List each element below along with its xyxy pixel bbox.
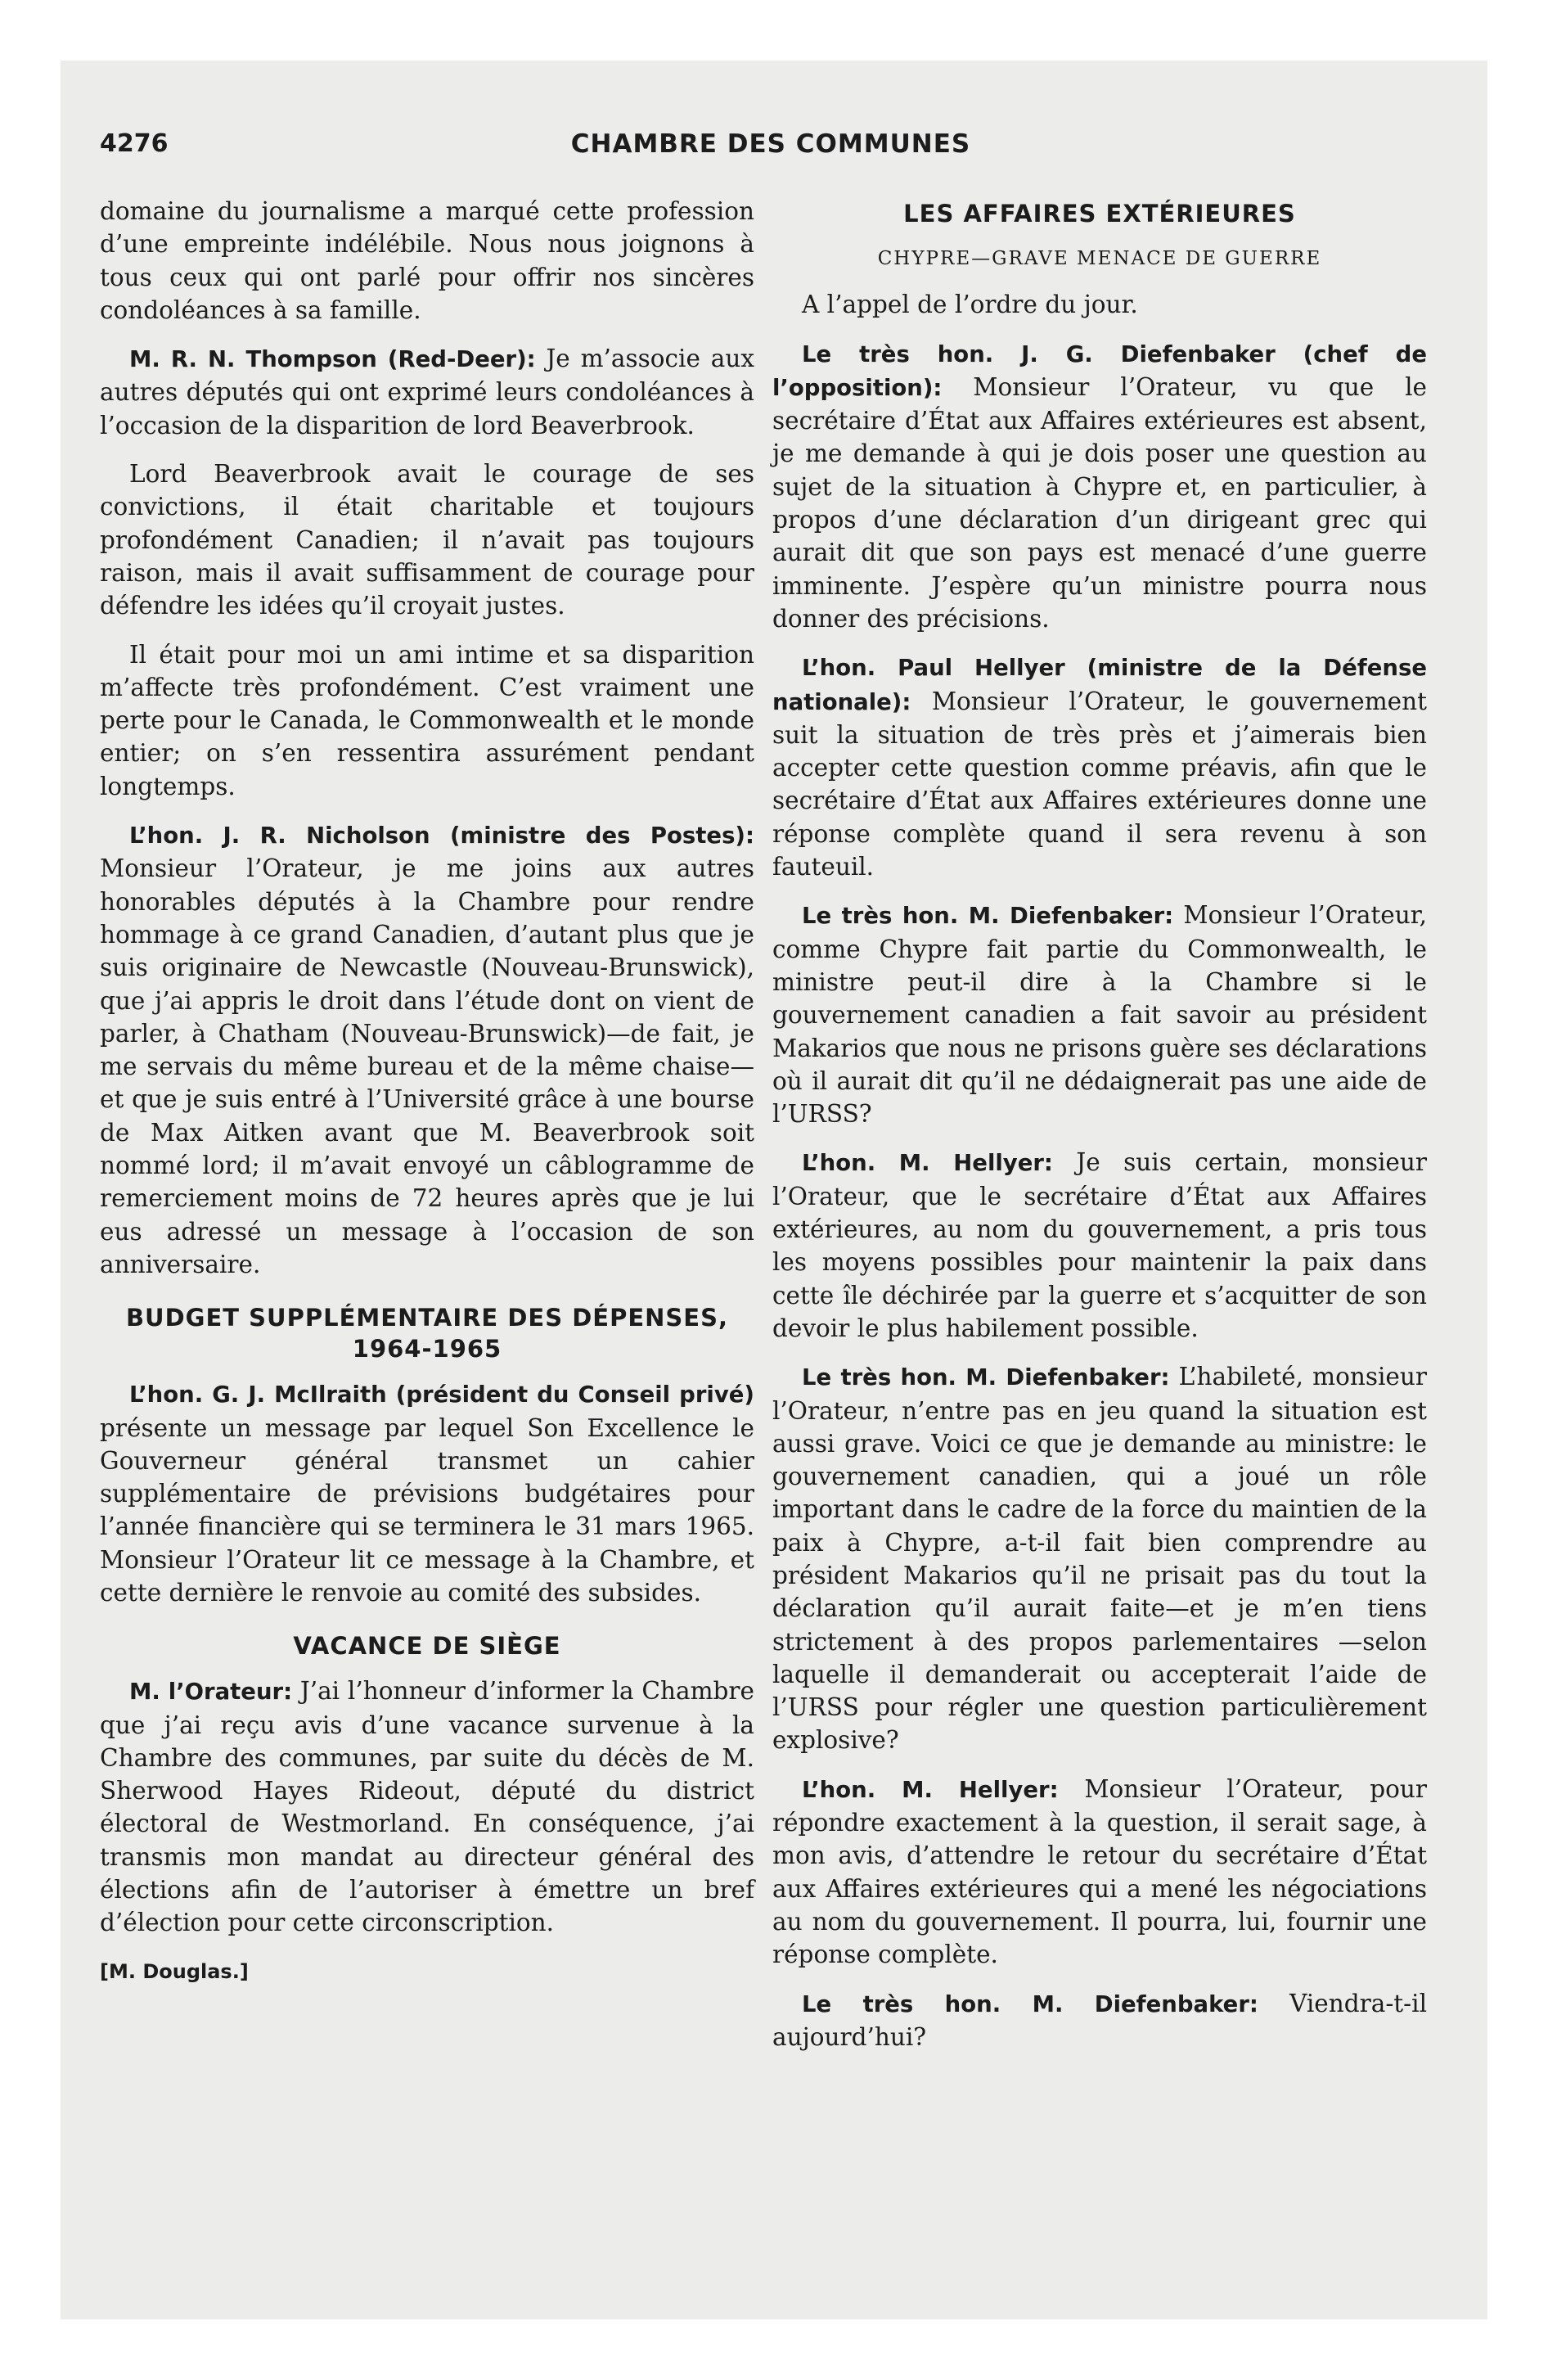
speech-hellyer: [772, 1146, 1427, 1345]
paragraph: Il était pour moi un ami intime et sa disparition m’affecte très profondément. C’est vraiment une perte pour le Canada, le Commonwealth et le monde entier; on s’en ressentira assurément pendant longtemps.: [100, 640, 754, 800]
paragraph: domaine du journalisme a marqué cette profession d’une empreinte indélébile. Nous nous joignons à tous ceux qui ont parlé pour offrir nos sincères condoléances à sa famille.: [100, 197, 754, 324]
speaker-name: Le très hon. J. G. Diefenbaker (chef de l’opposition):: [772, 340, 1427, 401]
speech-text: Je suis certain, monsieur l’Orateur, que le secrétaire d’État aux Affaires extérieures, au nom du gouvernement, a pris tous les moyens possibles pour maintenir la paix dans cette île déchirée par la guerre et s’acquitter de son devoir le plus habilement possible.: [772, 1148, 1427, 1342]
speech-hellyer: [772, 651, 1427, 883]
page-number: 4276: [100, 129, 169, 158]
speech-text: Viendra-t-il aujourd’hui?: [772, 1989, 1427, 2051]
speaker-name: L’hon. J. R. Nicholson (ministre des Postes):: [129, 823, 754, 850]
speaker-name: L’hon. M. Hellyer:: [802, 1150, 1053, 1177]
paragraph: A l’appel de l’ordre du jour.: [802, 291, 1138, 319]
speech-text: L’habileté, monsieur l’Orateur, n’entre pas en jeu quand la situation est aussi grave. Voici ce que je demande au ministre: le gouvernement canadien, qui a joué un rôle important dans le cadre de la force du maintien de la paix à Chypre, a-t-il fait bien comprendre au président Makarios qu’il ne prisait pas du tout la déclaration qu’il aurait faite—et je m’en tiens strictement à des propos parlementaires —selon laquelle il demanderait ou accepterait l’aide de l’URSS pour régler une question particulièrement explosive?: [772, 1363, 1427, 1755]
speech-thompson: [100, 342, 754, 442]
speech-text: Monsieur l’Orateur, vu que le secrétaire d’État aux Affaires extérieures est absent, je me demande à qui je dois poser une question au sujet de la situation à Chypre et, en particulier, à propos d’une déclaration d’un dirigeant grec qui aurait dit que son pays est menacé d’une guerre imminente. J’espère qu’un ministre pourra nous donner des précisions.: [772, 372, 1427, 633]
speech-diefenbaker: [772, 899, 1427, 1130]
speech-hellyer: [772, 1773, 1427, 1972]
speaker-name: Le très hon. M. Diefenbaker:: [802, 903, 1174, 930]
speaker-name: L’hon. Paul Hellyer (ministre de la Défense nationale):: [772, 655, 1427, 715]
paragraph: Lord Beaverbrook avait le courage de ses convictions, il était charitable et toujours profondément Canadien; il n’avait pas toujours raison, mais il avait suffisamment de courage pour défendre les idées qu’il croyait justes.: [100, 460, 754, 620]
speaker-footer-tag: [M. Douglas.]: [100, 1959, 249, 1983]
right-column: [772, 195, 1427, 2069]
section-heading-affaires: LES AFFAIRES EXTÉRIEURES: [903, 200, 1296, 228]
speech-text: Monsieur l’Orateur, le gouvernement suit la situation de très près et j’aimerais bien accepter cette question comme préavis, afin que le secrétaire d’État aux Affaires extérieures donne une réponse complète quand il sera revenu à son fauteuil.: [772, 687, 1427, 881]
speaker-name: M. l’Orateur:: [129, 1679, 293, 1706]
section-heading-budget: BUDGET SUPPLÉMENTAIRE DES DÉPENSES, 1964-1965: [125, 1304, 729, 1364]
speech-text: Monsieur l’Orateur, je me joins aux autres honorables députés à la Chambre pour rendre hommage à ce grand Canadien, d’autant plus que je suis originaire de Newcastle (Nouveau-Brunswick), que j’ai appris le droit dans l’étude dont on vient de parler, à Chatham (Nouveau-Brunswick)—de fait, je me servais du même bureau et de la même chaise—et que je suis entré à l’Université grâce à une bourse de Max Aitken avant que M. Beaverbrook soit nommé lord; il m’avait envoyé un câblogramme de remerciement moins de 72 heures après que je lui eus adressé un message à l’occasion de son anniversaire.: [100, 854, 754, 1278]
section-heading-vacance: VACANCE DE SIÈGE: [293, 1632, 561, 1661]
page-header: [100, 129, 1442, 178]
speaker-name: M. R. N. Thompson (Red-Deer):: [129, 346, 536, 373]
speech-diefenbaker: [772, 1360, 1427, 1757]
speech-text: J’ai l’honneur d’informer la Chambre que j’ai reçu avis d’une vacance survenue à la Chambre des communes, par suite du décès de M. Sherwood Hayes Rideout, député du district électoral de Westmorland. En conséquence, j’ai transmis mon mandat au directeur général des élections afin de l’autoriser à émettre un bref d’élection pour cette circonscription.: [100, 1677, 754, 1937]
speech-diefenbaker: [772, 1987, 1427, 2054]
speaker-name: L’hon. G. J. McIlraith (président du Conseil privé): [129, 1382, 754, 1409]
speech-text: Monsieur l’Orateur, comme Chypre fait partie du Commonwealth, le ministre peut-il dire à la Chambre si le gouvernement canadien a fait savoir au président Makarios que nous ne prisons guère ses déclarations où il aurait dit qu’il ne dédaignerait pas une aide de l’URSS?: [772, 901, 1427, 1129]
speaker-name: L’hon. M. Hellyer:: [802, 1776, 1059, 1803]
speech-mcilraith: [100, 1377, 754, 1609]
speaker-name: Le très hon. M. Diefenbaker:: [802, 1364, 1170, 1391]
left-column: [100, 195, 754, 1988]
speaker-name: Le très hon. M. Diefenbaker:: [802, 1990, 1258, 2017]
speech-text: présente un message par lequel Son Excellence le Gouverneur général transmet un cahier supplémentaire de prévisions budgétaires pour l’année financière qui se terminera le 31 mars 1965. Monsieur l’Orateur lit ce message à la Chambre, et cette dernière le renvoie au comité des subsides.: [100, 1413, 754, 1607]
speech-diefenbaker: [772, 337, 1427, 636]
subheading-chypre: CHYPRE—GRAVE MENACE DE GUERRE: [877, 248, 1322, 269]
running-head: CHAMBRE DES COMMUNES: [570, 129, 971, 159]
speech-nicholson: [100, 818, 754, 1281]
speech-text: Monsieur l’Orateur, pour répondre exactement à la question, il serait sage, à mon avis, d’attendre le retour du secrétaire d’État aux Affaires extérieures qui a mené les négociations au nom du gouvernement. Il pourra, lui, fournir une réponse complète.: [772, 1774, 1427, 1969]
speech-text: Je m’associe aux autres députés qui ont exprimé leurs condoléances à l’occasion de la disparition de lord Beaverbrook.: [100, 345, 754, 439]
speech-orateur: [100, 1675, 754, 1939]
